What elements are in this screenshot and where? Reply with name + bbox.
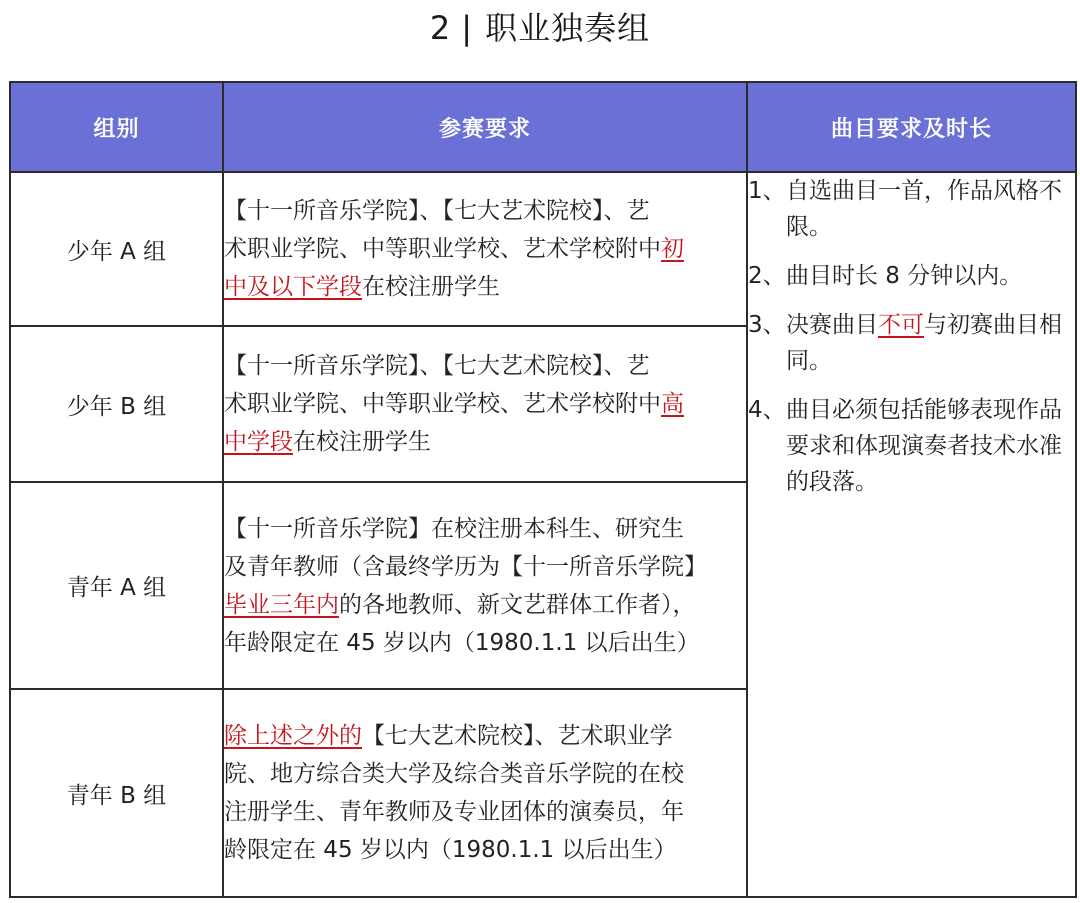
group-cell: 少年 B 组: [10, 326, 223, 482]
header-requirements: 参赛要求: [223, 82, 747, 172]
header-music-duration: 曲目要求及时长: [747, 82, 1076, 172]
page-title: [0, 6, 1080, 50]
requirement-cell: [223, 689, 747, 897]
requirement-line: 注册学生、青年教师及专业团体的演奏员，年: [224, 799, 684, 825]
requirement-text: 在校注册学生: [293, 429, 431, 455]
table-row: [10, 172, 1076, 326]
music-requirements-cell: [747, 172, 1076, 897]
music-item-text: 自选曲目一首，作品风格不限。: [786, 178, 1062, 240]
group-cell: 青年 A 组: [10, 482, 223, 689]
title-number: 2: [429, 9, 452, 47]
requirement-text: 术职业学院、中等职业学校、艺术学校附中: [224, 236, 661, 262]
highlight-text: 除上述之外的: [224, 723, 362, 749]
header-group: 组别: [10, 82, 223, 172]
requirement-cell: [223, 172, 747, 326]
group-cell: 少年 A 组: [10, 172, 223, 326]
music-item-text: [786, 307, 1075, 379]
music-item-number: 4、: [748, 397, 786, 423]
music-item: [748, 258, 1075, 294]
requirement-line: 及青年教师（含最终学历为【十一所音乐学院】: [224, 553, 707, 580]
requirement-text: 在校注册学生: [362, 274, 500, 300]
table-header-row: [10, 82, 1076, 172]
music-item-text-part: 决赛曲目: [786, 312, 878, 338]
requirement-line: [224, 268, 746, 306]
requirement-cell: [223, 326, 747, 482]
requirement-line: [224, 586, 746, 624]
music-item: [748, 307, 1075, 379]
requirement-text: 的各地教师、新文艺群体工作者），: [339, 591, 696, 618]
requirement-line: [224, 385, 746, 423]
highlight-text: 中及以下学段: [224, 274, 362, 300]
requirement-line: 龄限定在 45 岁以内（1980.1.1 以后出生）: [224, 837, 677, 863]
requirement-line: [224, 423, 746, 461]
music-item-text: 曲目必须包括能够表现作品要求和体现演奏者技术水准的段落。: [786, 397, 1062, 495]
requirement-line: 【十一所音乐学院】、【七大艺术院校】、艺: [224, 198, 650, 224]
requirement-line: [224, 230, 746, 268]
requirement-text: 术职业学院、中等职业学校、艺术学校附中: [224, 391, 661, 417]
music-item-text: 曲目时长 8 分钟以内。: [786, 263, 1023, 289]
music-item-number: 2、: [748, 263, 786, 289]
requirement-line: 【十一所音乐学院】在校注册本科生、研究生: [224, 515, 684, 542]
title-separator: |: [461, 9, 474, 47]
music-item-number: 3、: [748, 312, 786, 338]
competition-table: [9, 81, 1077, 898]
requirement-line: 年龄限定在 45 岁以内（1980.1.1 以后出生）: [224, 629, 700, 656]
title-text: 职业独奏组: [485, 9, 651, 47]
requirement-text: 【七大艺术院校】、艺术职业学: [362, 723, 673, 749]
highlight-text: 中学段: [224, 429, 293, 455]
music-item-text-part: 与初赛曲目相同。: [786, 312, 1062, 374]
highlight-text: 不可: [878, 312, 924, 338]
music-item: [748, 173, 1075, 245]
requirement-line: 【十一所音乐学院】、【七大艺术院校】、艺: [224, 353, 650, 379]
requirement-line: 院、地方综合类大学及综合类音乐学院的在校: [224, 761, 684, 787]
requirement-cell: [223, 482, 747, 689]
music-item-number: 1、: [748, 178, 786, 204]
highlight-text: 毕业三年内: [224, 591, 339, 618]
group-cell: 青年 B 组: [10, 689, 223, 897]
requirement-line: [224, 717, 746, 755]
highlight-text: 初: [661, 236, 684, 262]
highlight-text: 高: [661, 391, 684, 417]
music-item: [748, 392, 1075, 500]
